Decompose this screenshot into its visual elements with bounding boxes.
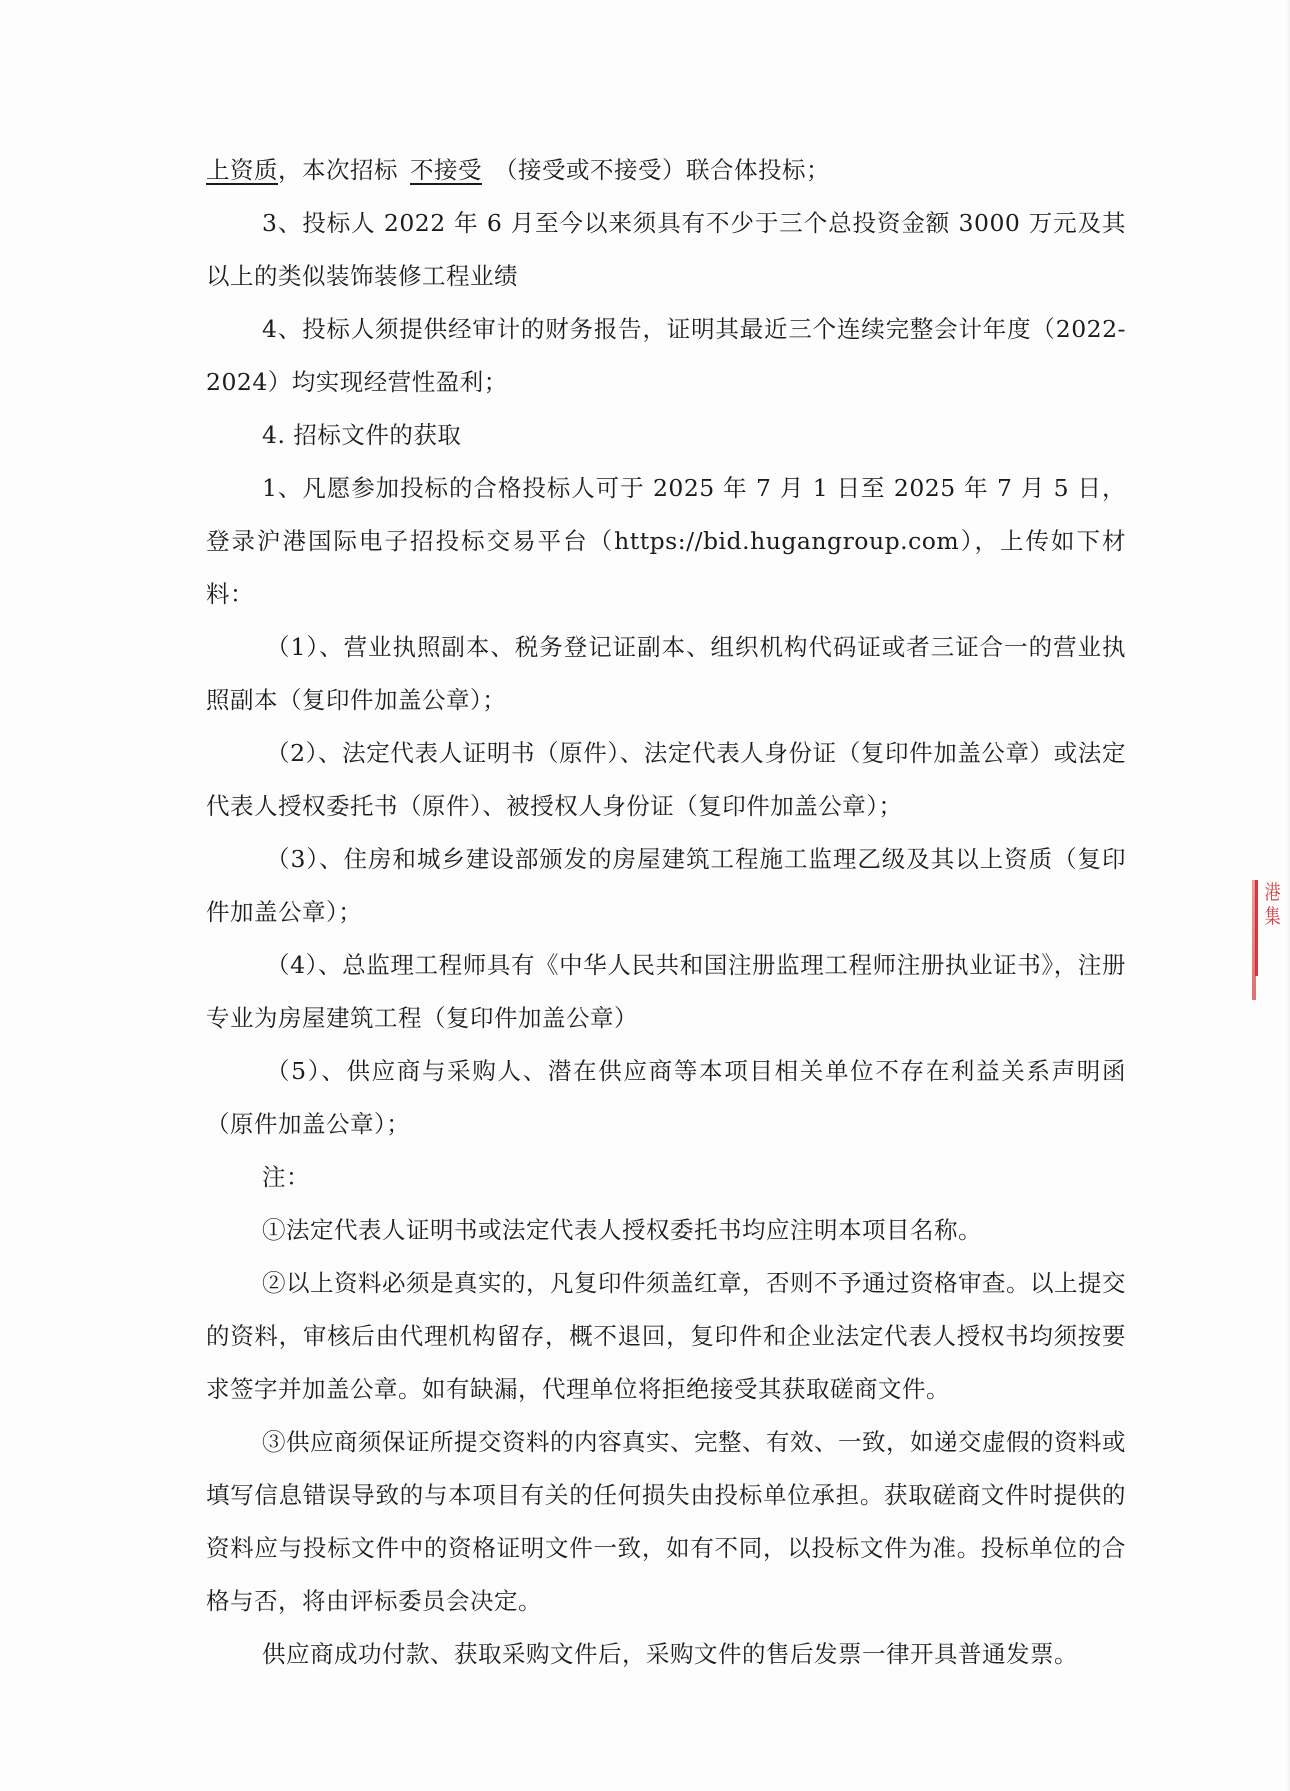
invoice-closing: 供应商成功付款、获取采购文件后，采购文件的售后发票一律开具普通发票。 bbox=[262, 1640, 1078, 1668]
requirement-3: 3、投标人 2022 年 6 月至今以来须具有不少于三个总投资金额 3000 万元及其以上的类似装饰装修工程业绩 bbox=[206, 209, 1126, 290]
material-item-4: （4）、总监理工程师具有《中华人民共和国注册监理工程师注册执业证书》，注册专业为房屋建筑工程（复印件加盖公章） bbox=[206, 951, 1126, 1032]
page-edge-shadow bbox=[1286, 0, 1290, 1791]
seam-seal-stamp bbox=[1255, 880, 1288, 976]
obtain-instructions: 1、凡愿参加投标的合格投标人可于 2025 年 7 月 1 日至 2025 年 7 月 5 日，登录沪港国际电子招投标交易平台（https://bid.hugangroup.com），上传如下材料： bbox=[206, 474, 1126, 608]
qualification-continuation bbox=[206, 144, 1126, 197]
material-item-3: （3）、住房和城乡建设部颁发的房屋建筑工程施工监理乙级及其以上资质（复印件加盖公章）； bbox=[206, 845, 1126, 926]
material-item-1: （1）、营业执照副本、税务登记证副本、组织机构代码证或者三证合一的营业执照副本（复印件加盖公章）； bbox=[206, 633, 1126, 714]
requirement-4: 4、投标人须提供经审计的财务报告，证明其最近三个连续完整会计年度（2022-2024）均实现经营性盈利； bbox=[206, 315, 1126, 396]
seal-char-2: 集 bbox=[1264, 904, 1281, 928]
consortium-clause-end: （接受或不接受）联合体投标； bbox=[494, 156, 830, 184]
note-3: ③供应商须保证所提交资料的内容真实、完整、有效、一致，如递交虚假的资料或填写信息错误导致的与本项目有关的任何损失由投标单位承担。获取磋商文件时提供的资料应与投标文件中的资格证明文件一致，如有不同，以投标文件为准。投标单位的合格与否，将由评标委员会决定。 bbox=[206, 1428, 1126, 1615]
seal-char-1: 港 bbox=[1264, 880, 1281, 904]
material-item-5: （5）、供应商与采购人、潜在供应商等本项目相关单位不存在利益关系声明函（原件加盖公章）； bbox=[206, 1057, 1126, 1138]
note-2: ②以上资料必须是真实的，凡复印件须盖红章，否则不予通过资格审查。以上提交的资料，审核后由代理机构留存，概不退回，复印件和企业法定代表人授权书均须按要求签字并加盖公章。如有缺漏，代理单位将拒绝接受其获取磋商文件。 bbox=[206, 1269, 1126, 1403]
consortium-fill-in: 不接受 bbox=[410, 156, 482, 184]
document-body bbox=[206, 144, 1126, 1681]
note-label: 注： bbox=[262, 1163, 310, 1191]
qualification-tail: 上资质 bbox=[206, 156, 278, 184]
material-item-2: （2）、法定代表人证明书（原件）、法定代表人身份证（复印件加盖公章）或法定代表人授权委托书（原件）、被授权人身份证（复印件加盖公章）； bbox=[206, 739, 1126, 820]
section-heading-obtain-documents: 4. 招标文件的获取 bbox=[262, 421, 462, 449]
consortium-clause-start: ，本次招标 bbox=[278, 156, 398, 184]
note-1: ①法定代表人证明书或法定代表人授权委托书均应注明本项目名称。 bbox=[262, 1216, 982, 1244]
